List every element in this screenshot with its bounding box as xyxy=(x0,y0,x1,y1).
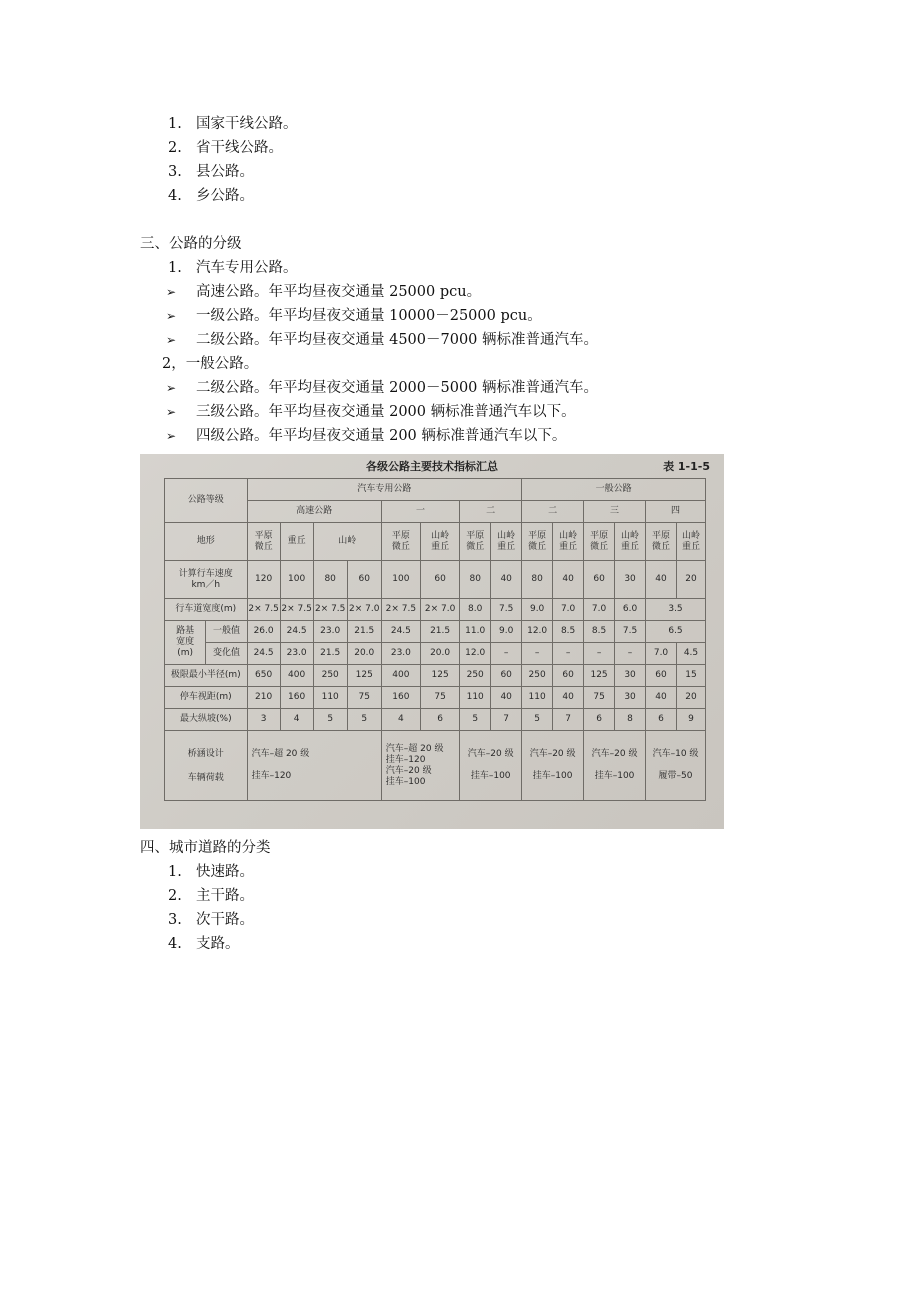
cell: 160 xyxy=(381,687,420,709)
row-label-speed: 计算行车速度 km／h xyxy=(165,561,248,599)
list-item-text: 国家干线公路。 xyxy=(196,116,298,132)
terrain-cell: 平原 微丘 xyxy=(584,523,615,561)
cell: 23.0 xyxy=(313,621,347,643)
cell: 80 xyxy=(522,561,553,599)
cell: 12.0 xyxy=(522,621,553,643)
cell: 21.5 xyxy=(347,621,381,643)
cell: 12.0 xyxy=(460,643,491,665)
terrain-cell: 平原 微丘 xyxy=(522,523,553,561)
cell: 60 xyxy=(646,665,677,687)
cell: 3 xyxy=(247,709,280,731)
header-highway: 高速公路 xyxy=(247,501,381,523)
table-photo xyxy=(140,454,724,829)
cell: 9.0 xyxy=(522,599,553,621)
list-item-text: 二级公路。年平均昼夜交通量 4500－7000 辆标准普通汽车。 xyxy=(196,332,599,348)
cell: 24.5 xyxy=(280,621,313,643)
terrain-cell: 平原 微丘 xyxy=(460,523,491,561)
row-label-bridge-design: 桥涵设计 xyxy=(187,748,224,759)
header-auto-only: 汽车专用公路 xyxy=(247,479,522,501)
cell: 2× 7.5 xyxy=(247,599,280,621)
section-heading: 三、公路的分级 xyxy=(140,236,242,252)
list-item-text: 省干线公路。 xyxy=(196,140,283,156)
cell: 40 xyxy=(491,561,522,599)
row-label-general-value: 一般值 xyxy=(206,621,247,643)
cell: 125 xyxy=(421,665,460,687)
cell: 40 xyxy=(646,561,677,599)
cell: 125 xyxy=(584,665,615,687)
cell: 250 xyxy=(522,665,553,687)
cell: 60 xyxy=(584,561,615,599)
cell: 9.0 xyxy=(491,621,522,643)
cell: 2× 7.0 xyxy=(347,599,381,621)
terrain-cell: 山岭 重丘 xyxy=(615,523,646,561)
arrow-bullet-icon: ➢ xyxy=(166,429,177,443)
table-number: 表 1-1-5 xyxy=(663,460,710,473)
cell: 15 xyxy=(677,665,706,687)
cell: 20.0 xyxy=(421,643,460,665)
terrain-cell: 平原 微丘 xyxy=(247,523,280,561)
cell: 30 xyxy=(615,687,646,709)
cell: 23.0 xyxy=(280,643,313,665)
cell: 5 xyxy=(347,709,381,731)
cell: 6.5 xyxy=(646,621,706,643)
cell: 80 xyxy=(313,561,347,599)
arrow-bullet-icon: ➢ xyxy=(166,333,177,347)
arrow-bullet-icon: ➢ xyxy=(166,309,177,323)
cell: 400 xyxy=(381,665,420,687)
cell: 20 xyxy=(677,687,706,709)
list-item-text: 主干路。 xyxy=(196,888,254,904)
row-label-terrain: 地形 xyxy=(165,523,248,561)
cell-load-class-2: 汽车–20 级 挂车–100 xyxy=(460,731,522,801)
cell: – xyxy=(553,643,584,665)
cell: 11.0 xyxy=(460,621,491,643)
cell: 60 xyxy=(347,561,381,599)
header-class-1: 一 xyxy=(381,501,459,523)
list-number: 4. xyxy=(168,936,182,952)
row-label-min-radius: 极限最小半径(m) xyxy=(165,665,248,687)
section-heading: 四、城市道路的分类 xyxy=(140,840,271,856)
cell: 5 xyxy=(460,709,491,731)
cell-load-class-4: 汽车–10 级 履带–50 xyxy=(646,731,706,801)
cell: 80 xyxy=(460,561,491,599)
cell: 4.5 xyxy=(677,643,706,665)
list-number: 2. xyxy=(168,140,182,156)
list-item-text: 乡公路。 xyxy=(196,188,254,204)
row-label-variable-value: 变化值 xyxy=(206,643,247,665)
cell: 8 xyxy=(615,709,646,731)
cell: 7 xyxy=(553,709,584,731)
cell: 60 xyxy=(553,665,584,687)
cell: 30 xyxy=(615,561,646,599)
cell: 60 xyxy=(421,561,460,599)
cell: 7.0 xyxy=(646,643,677,665)
cell: 26.0 xyxy=(247,621,280,643)
list-number: 4. xyxy=(168,188,182,204)
cell: 250 xyxy=(313,665,347,687)
cell: – xyxy=(615,643,646,665)
list-item-text: 四级公路。年平均昼夜交通量 200 辆标准普通汽车以下。 xyxy=(196,428,567,444)
cell: 100 xyxy=(280,561,313,599)
cell-load-class-2: 汽车–20 级 挂车–100 xyxy=(522,731,584,801)
list-item-text: 快速路。 xyxy=(196,864,254,880)
list-item-text: 二级公路。年平均昼夜交通量 2000－5000 辆标准普通汽车。 xyxy=(196,380,599,396)
cell: 7.0 xyxy=(553,599,584,621)
cell: 7.5 xyxy=(615,621,646,643)
row-label-bridge-load xyxy=(165,731,248,801)
cell-load-highway: 汽车–超 20 级 挂车–120 xyxy=(247,731,381,801)
cell: 7.5 xyxy=(491,599,522,621)
terrain-cell: 山岭 重丘 xyxy=(491,523,522,561)
cell: 6 xyxy=(584,709,615,731)
terrain-cell: 平原 微丘 xyxy=(381,523,420,561)
cell: 3.5 xyxy=(646,599,706,621)
table-title: 各级公路主要技术指标汇总 xyxy=(366,460,498,473)
cell: 9 xyxy=(677,709,706,731)
cell: 160 xyxy=(280,687,313,709)
arrow-bullet-icon: ➢ xyxy=(166,405,177,419)
row-label-vehicle-load: 车辆荷载 xyxy=(187,772,224,783)
header-class-3: 三 xyxy=(584,501,646,523)
header-grade: 公路等级 xyxy=(165,479,248,523)
cell: 6 xyxy=(646,709,677,731)
list-number: 1. xyxy=(168,116,182,132)
cell: 2× 7.5 xyxy=(381,599,420,621)
cell: 20 xyxy=(677,561,706,599)
cell: 5 xyxy=(522,709,553,731)
cell: 7.0 xyxy=(584,599,615,621)
terrain-cell: 山岭 重丘 xyxy=(421,523,460,561)
cell: 110 xyxy=(313,687,347,709)
terrain-cell: 山岭 重丘 xyxy=(553,523,584,561)
list-number: 1. xyxy=(168,864,182,880)
list-number: 3. xyxy=(168,164,182,180)
cell: – xyxy=(584,643,615,665)
header-class-4: 四 xyxy=(646,501,706,523)
list-number: 1. xyxy=(168,260,182,276)
cell: 4 xyxy=(381,709,420,731)
cell: 120 xyxy=(247,561,280,599)
cell: 6 xyxy=(421,709,460,731)
row-label-sight-distance: 停车视距(m) xyxy=(165,687,248,709)
cell: 100 xyxy=(381,561,420,599)
list-item-text: 县公路。 xyxy=(196,164,254,180)
cell-load-class-1: 汽车–超 20 级 挂车–120 汽车–20 级 挂车–100 xyxy=(381,731,459,801)
cell: 24.5 xyxy=(381,621,420,643)
cell: 8.5 xyxy=(584,621,615,643)
cell: 23.0 xyxy=(381,643,420,665)
cell: – xyxy=(522,643,553,665)
road-spec-table xyxy=(164,478,706,801)
cell: – xyxy=(491,643,522,665)
cell: 7 xyxy=(491,709,522,731)
row-label-roadbed-width: 路基 宽度 (m) xyxy=(165,621,206,665)
cell: 4 xyxy=(280,709,313,731)
cell: 110 xyxy=(460,687,491,709)
cell: 21.5 xyxy=(313,643,347,665)
cell: 8.0 xyxy=(460,599,491,621)
arrow-bullet-icon: ➢ xyxy=(166,285,177,299)
cell: 6.0 xyxy=(615,599,646,621)
cell: 2× 7.5 xyxy=(313,599,347,621)
list-item-text: 一级公路。年平均昼夜交通量 10000－25000 pcu。 xyxy=(196,308,542,324)
header-class-2: 二 xyxy=(522,501,584,523)
terrain-cell: 山岭 xyxy=(313,523,381,561)
header-class-2: 二 xyxy=(460,501,522,523)
cell: 125 xyxy=(347,665,381,687)
cell: 400 xyxy=(280,665,313,687)
list-item-text: 次干路。 xyxy=(196,912,254,928)
cell: 24.5 xyxy=(247,643,280,665)
list-item-text: 支路。 xyxy=(196,936,240,952)
list-number: 2. xyxy=(168,888,182,904)
cell: 75 xyxy=(584,687,615,709)
cell: 75 xyxy=(347,687,381,709)
terrain-cell: 平原 微丘 xyxy=(646,523,677,561)
arrow-bullet-icon: ➢ xyxy=(166,381,177,395)
cell: 20.0 xyxy=(347,643,381,665)
cell: 30 xyxy=(615,665,646,687)
cell: 40 xyxy=(553,687,584,709)
cell: 210 xyxy=(247,687,280,709)
cell: 21.5 xyxy=(421,621,460,643)
cell: 110 xyxy=(522,687,553,709)
cell: 5 xyxy=(313,709,347,731)
cell: 40 xyxy=(491,687,522,709)
cell: 40 xyxy=(553,561,584,599)
cell: 40 xyxy=(646,687,677,709)
cell: 75 xyxy=(421,687,460,709)
cell: 8.5 xyxy=(553,621,584,643)
cell: 2× 7.5 xyxy=(280,599,313,621)
row-label-max-slope: 最大纵坡(%) xyxy=(165,709,248,731)
header-general: 一般公路 xyxy=(522,479,706,501)
subheading: 汽车专用公路。 xyxy=(196,260,298,276)
cell-load-class-3: 汽车–20 级 挂车–100 xyxy=(584,731,646,801)
terrain-cell: 重丘 xyxy=(280,523,313,561)
cell: 2× 7.0 xyxy=(421,599,460,621)
list-item-text: 高速公路。年平均昼夜交通量 25000 pcu。 xyxy=(196,284,482,300)
cell: 250 xyxy=(460,665,491,687)
list-item-text: 三级公路。年平均昼夜交通量 2000 辆标准普通汽车以下。 xyxy=(196,404,576,420)
cell: 60 xyxy=(491,665,522,687)
cell: 650 xyxy=(247,665,280,687)
row-label-lane-width: 行车道宽度(m) xyxy=(165,599,248,621)
terrain-cell: 山岭 重丘 xyxy=(677,523,706,561)
subheading: 2，一般公路。 xyxy=(162,356,259,372)
list-number: 3. xyxy=(168,912,182,928)
